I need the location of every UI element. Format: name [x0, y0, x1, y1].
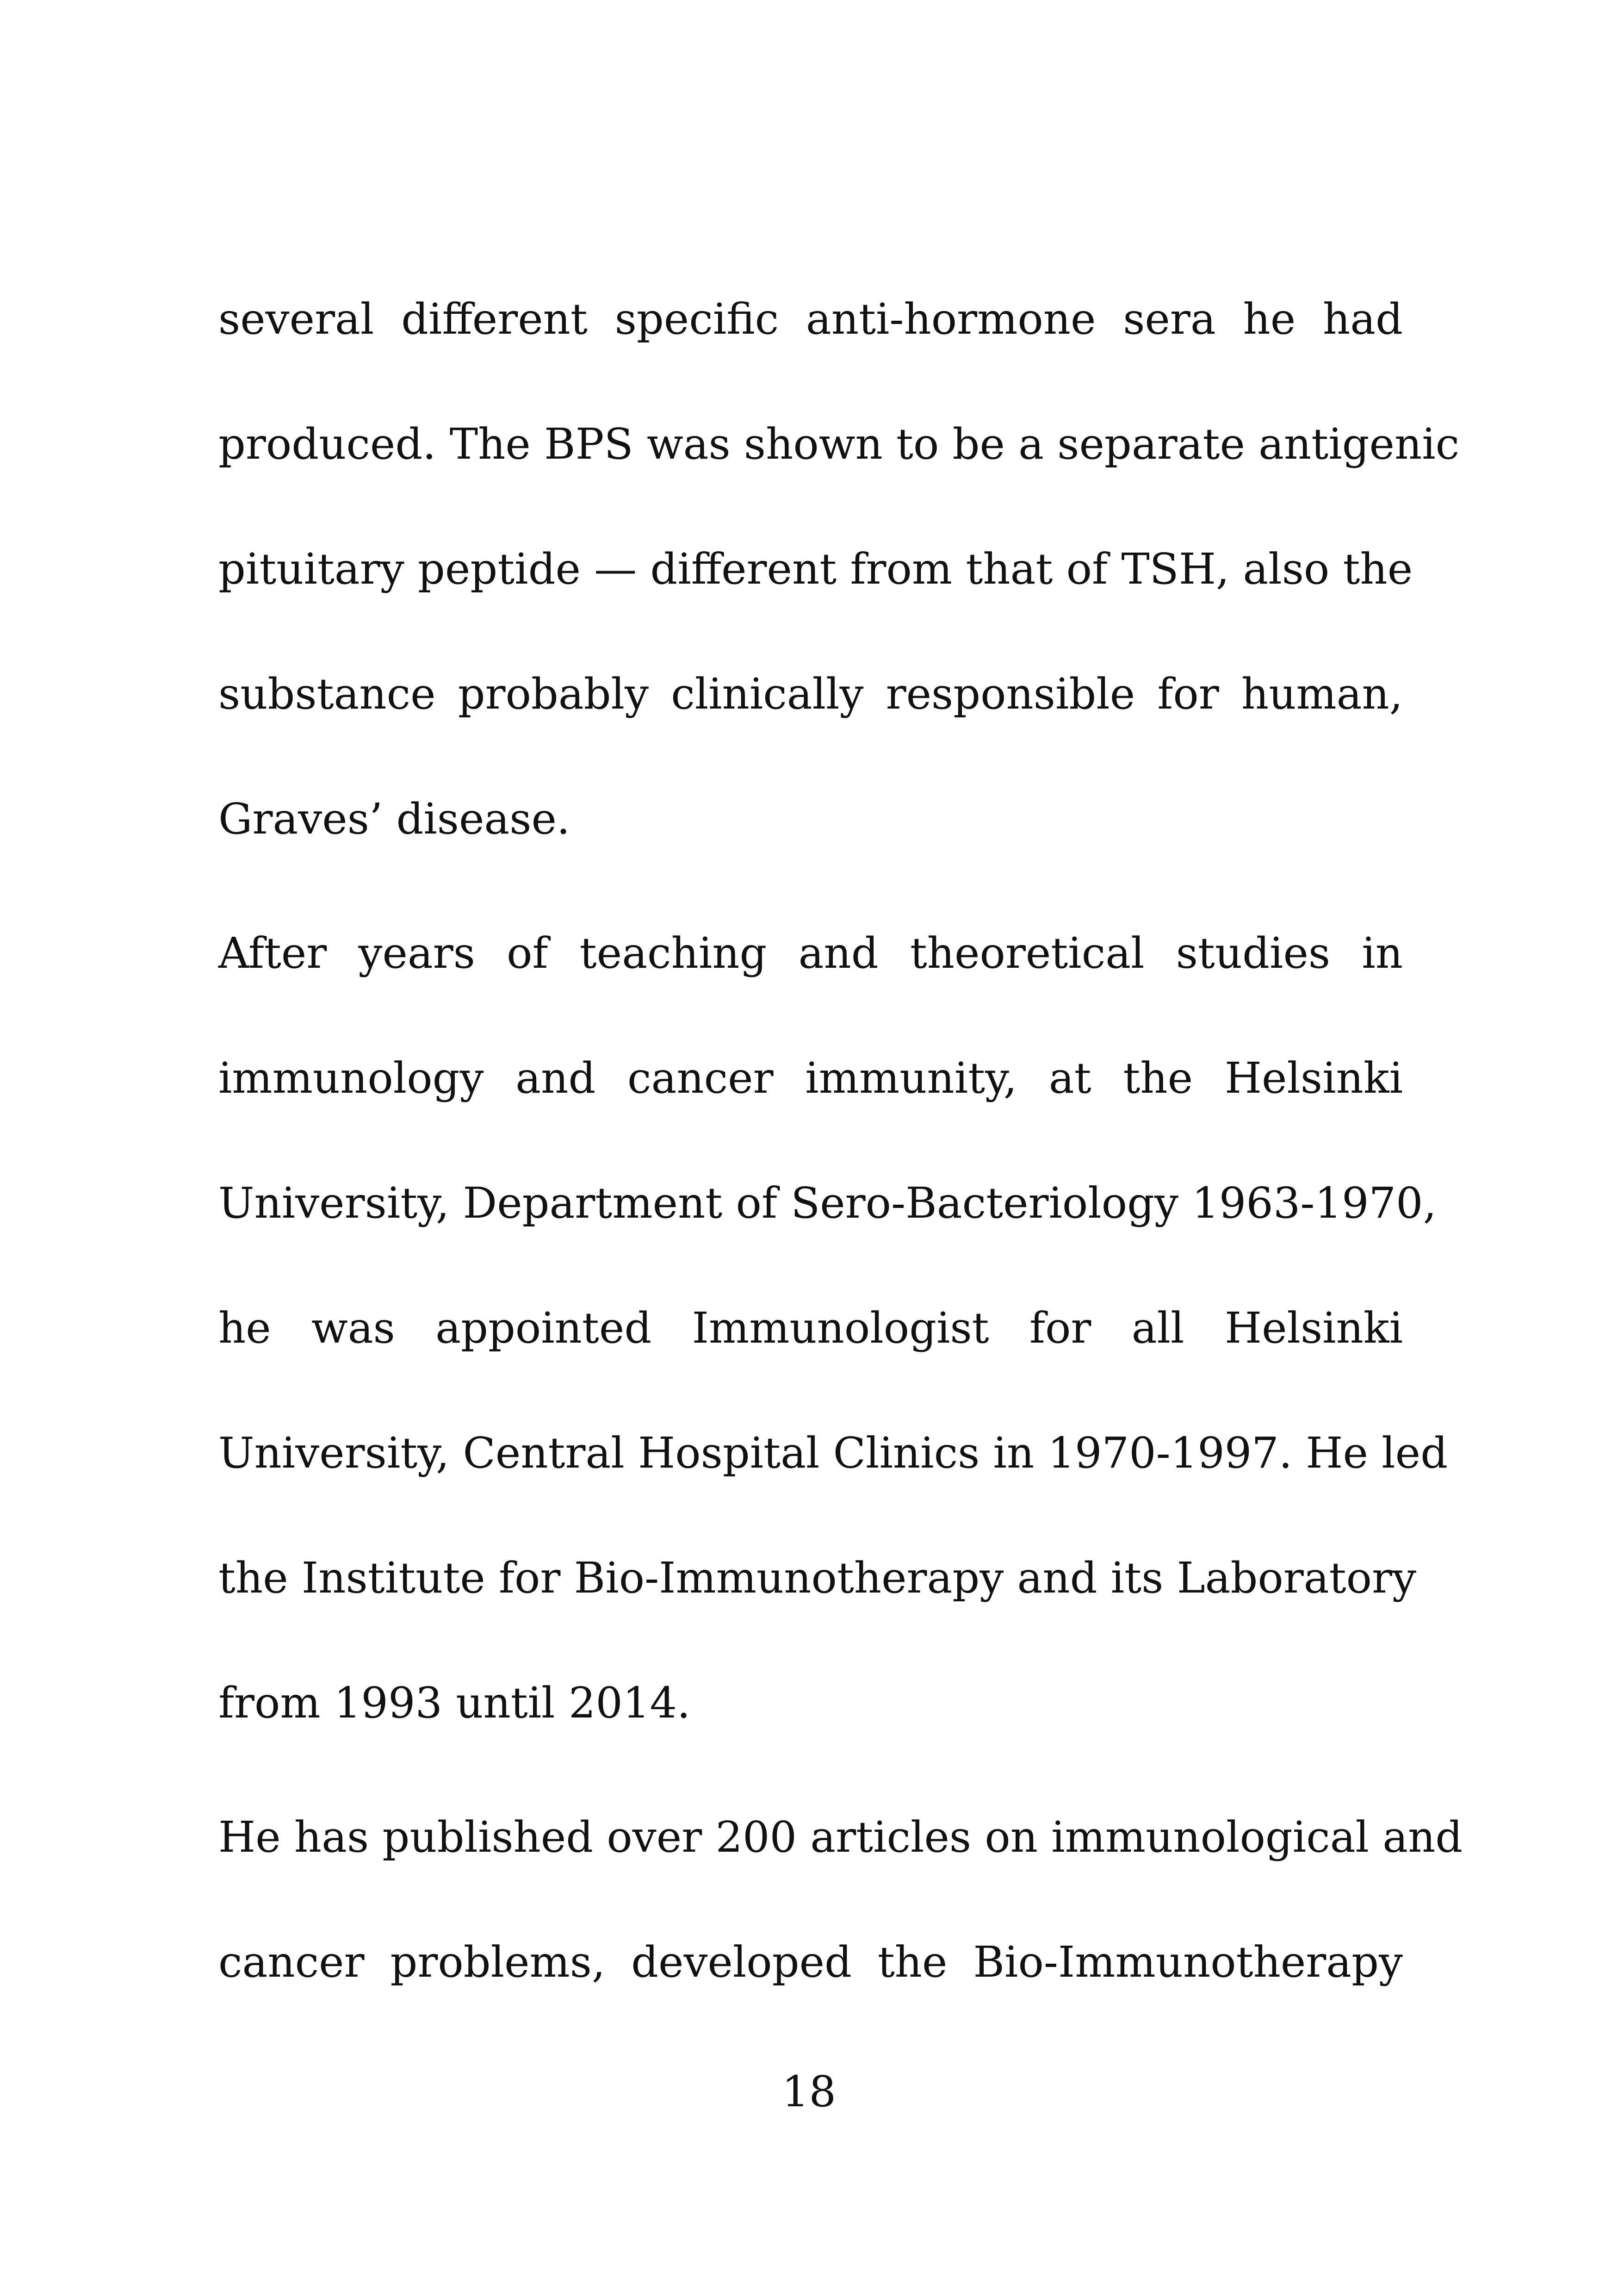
text-line: pituitary peptide — different from that of TSH, also the	[218, 544, 1413, 594]
text-line: cancer problems, developed the Bio-Immunotherapy	[218, 1937, 1403, 1987]
text-line: produced. The BPS was shown to be a separate antigenic	[218, 419, 1460, 469]
text-line: immunology and cancer immunity, at the Helsinki	[218, 1053, 1403, 1103]
text-line: he was appointed Immunologist for all Helsinki	[218, 1303, 1403, 1353]
text-line: from 1993 until 2014.	[218, 1678, 691, 1728]
text-line: University, Central Hospital Clinics in 1970-1997. He led	[218, 1428, 1448, 1478]
body-text	[218, 257, 1463, 2025]
text-line: After years of teaching and theoretical studies in	[218, 928, 1403, 978]
text-line: the Institute for Bio-Immunotherapy and its Laboratory	[218, 1553, 1416, 1603]
text-line: University, Department of Sero-Bacteriology 1963-1970,	[218, 1178, 1437, 1228]
text-line: several different specific anti-hormone sera he had	[218, 294, 1403, 344]
paragraph-1	[218, 257, 1460, 882]
text-line: He has published over 200 articles on immunological and	[218, 1812, 1463, 1862]
paragraph-3	[218, 1775, 1463, 2025]
paragraph-2	[218, 891, 1448, 1766]
text-line: substance probably clinically responsible for human,	[218, 669, 1403, 719]
page-number: 18	[781, 2067, 837, 2116]
text-line: Graves’ disease.	[218, 794, 570, 844]
